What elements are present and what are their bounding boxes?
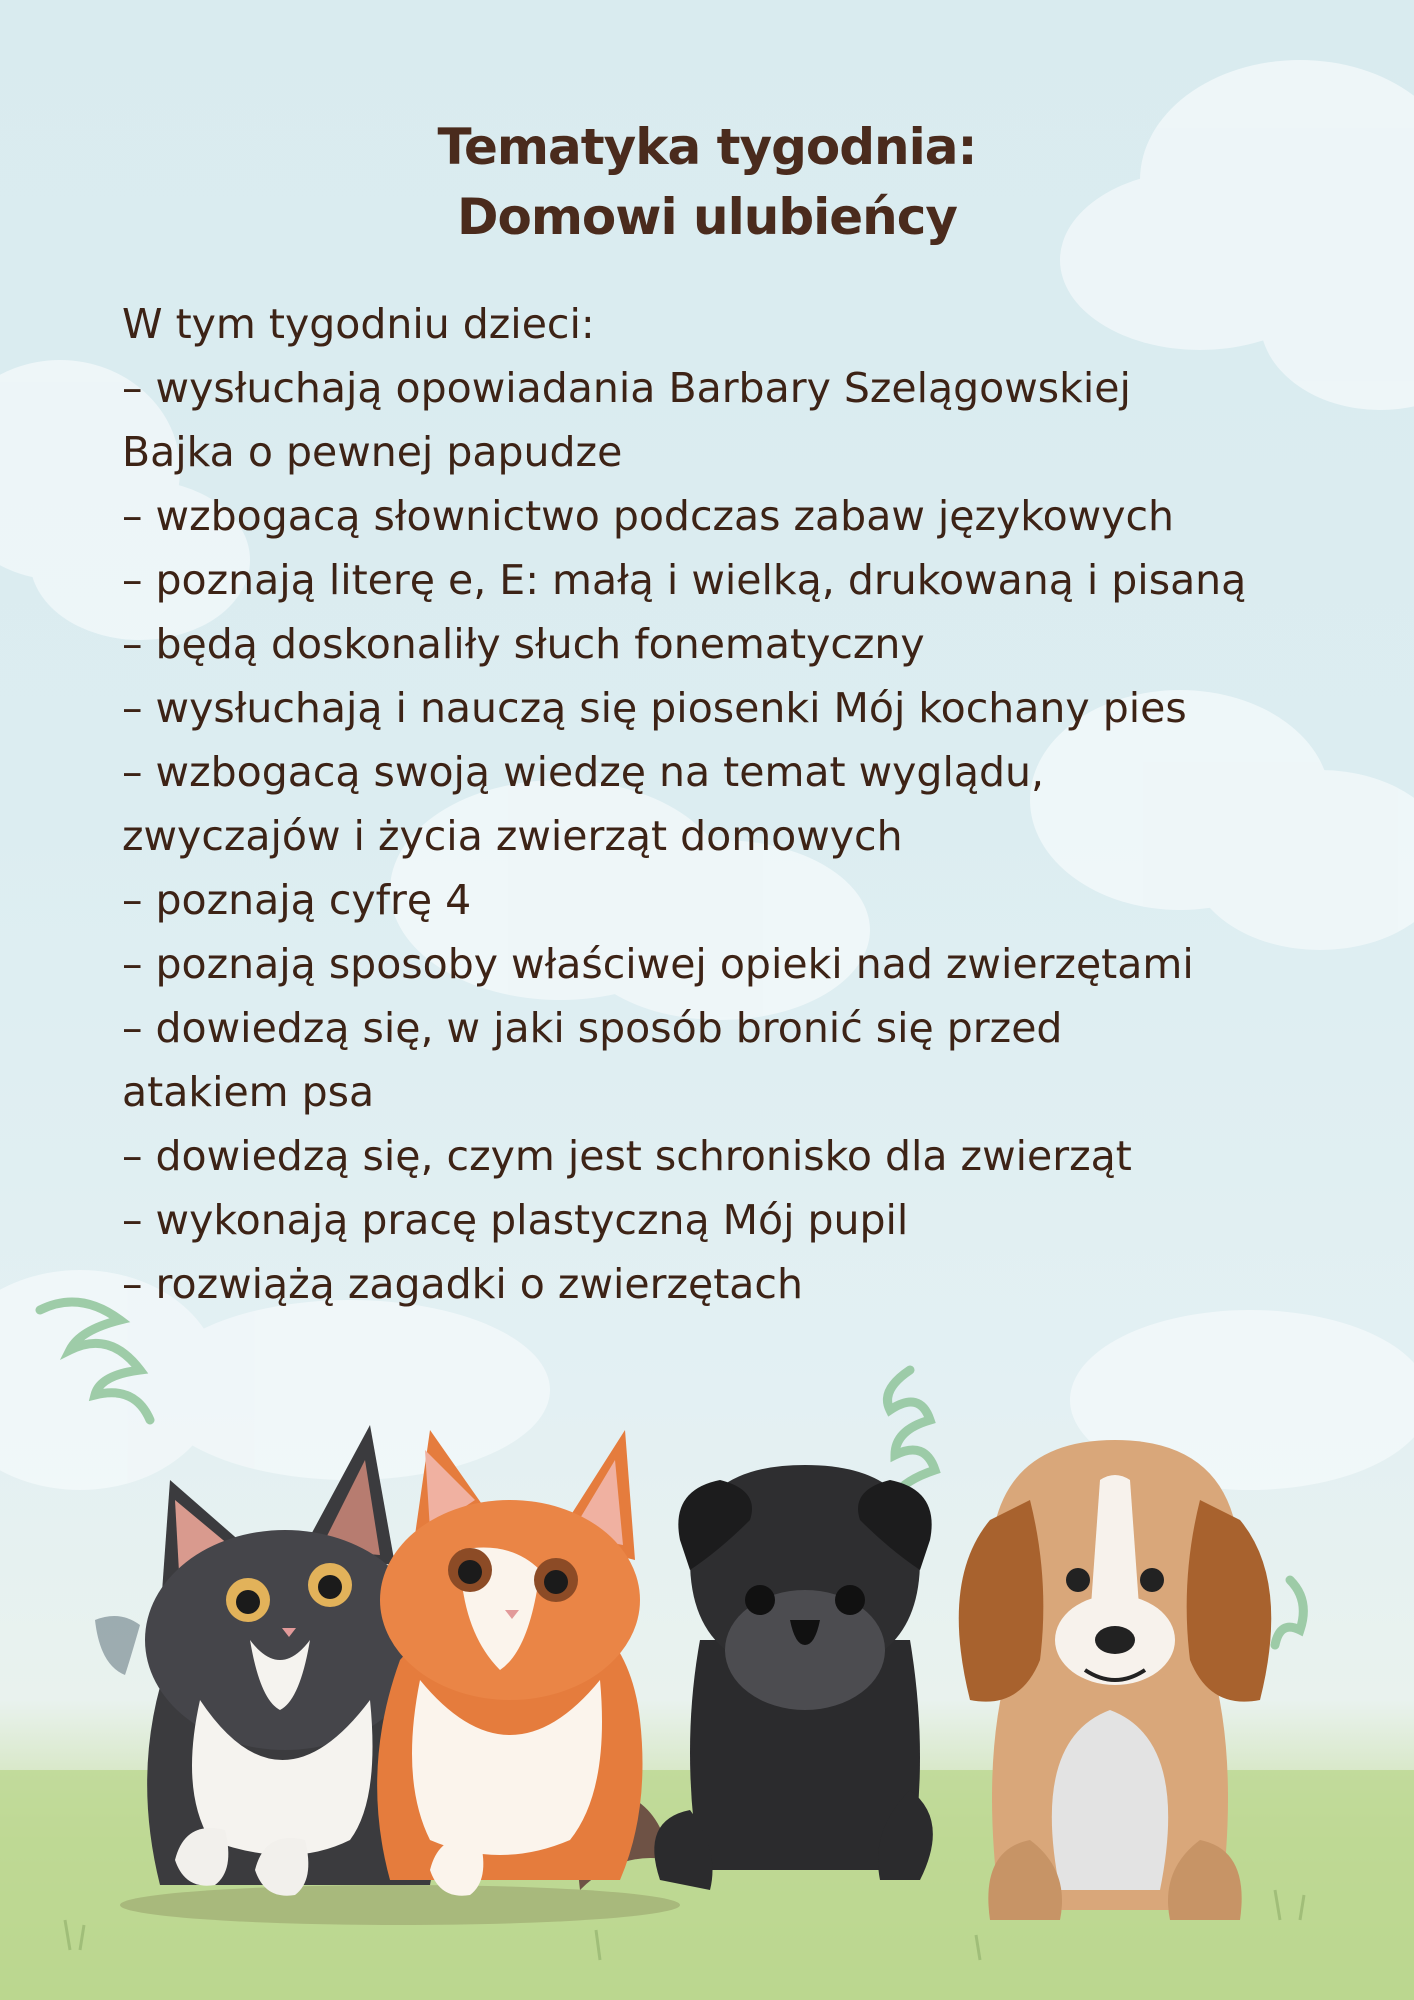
title-line-1: Tematyka tygodnia: (437, 118, 977, 176)
plan-line: – poznają sposoby właściwej opieki nad zwierzętami (122, 940, 1194, 988)
orange-cat (377, 1430, 670, 1896)
plan-line: zwyczajów i życia zwierząt domowych (122, 812, 903, 860)
black-pug (654, 1465, 933, 1890)
page-title (0, 112, 1414, 252)
plan-line: – będą doskonaliły słuch fonematyczny (122, 620, 925, 668)
plan-line: – wysłuchają opowiadania Barbary Szelągowskiej (122, 364, 1131, 412)
plan-line: – dowiedzą się, czym jest schronisko dla zwierząt (122, 1132, 1132, 1180)
weekly-plan (122, 292, 1392, 1316)
title-line-2: Domowi ulubieńcy (456, 188, 958, 246)
plan-line: – wysłuchają i nauczą się piosenki Mój kochany pies (122, 684, 1187, 732)
leaf-decoration (95, 1616, 140, 1675)
plan-line: – wykonają pracę plastyczną Mój pupil (122, 1196, 909, 1244)
plan-line: – dowiedzą się, w jaki sposób bronić się przed (122, 1004, 1063, 1052)
pets-illustration (0, 1250, 1414, 2000)
plan-line: – wzbogacą słownictwo podczas zabaw językowych (122, 492, 1174, 540)
plan-line: – rozwiążą zagadki o zwierzętach (122, 1260, 803, 1308)
plan-line: – poznają cyfrę 4 (122, 876, 472, 924)
plan-line: W tym tygodniu dzieci: (122, 300, 595, 348)
plan-line: Bajka o pewnej papudze (122, 428, 623, 476)
plan-line: – poznają literę e, E: małą i wielką, drukowaną i pisaną (122, 556, 1247, 604)
plan-line: – wzbogacą swoją wiedzę na temat wyglądu, (122, 748, 1045, 796)
beagle (959, 1440, 1272, 1920)
plan-line: atakiem psa (122, 1068, 375, 1116)
